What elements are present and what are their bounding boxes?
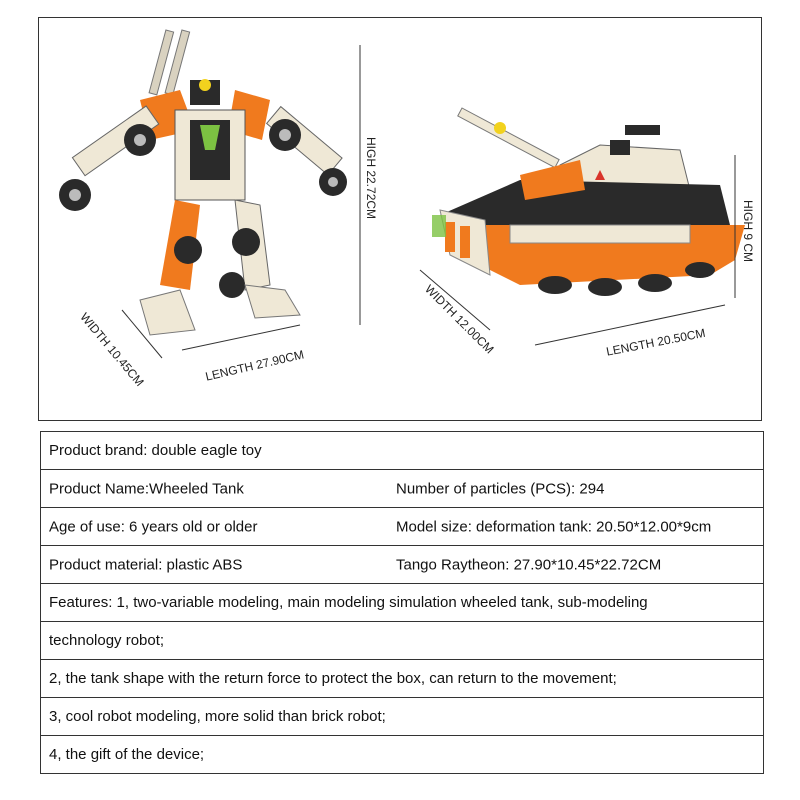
spec-row-features-1	[41, 584, 764, 622]
spec-row-material	[41, 546, 764, 584]
spec-material: Product material: plastic ABS	[49, 556, 243, 573]
tank-width-label: WIDTH 12.00CM	[422, 282, 497, 357]
spec-row-age	[41, 508, 764, 546]
robot-toy	[59, 30, 347, 335]
spec-age: Age of use: 6 years old or older	[49, 518, 258, 535]
spec-particles: Number of particles (PCS): 294	[396, 480, 605, 497]
spec-row-features-4	[41, 736, 764, 774]
spec-brand: Product brand: double eagle toy	[41, 432, 764, 470]
spec-features-4: 4, the gift of the device;	[41, 736, 764, 774]
spec-row-name	[41, 470, 764, 508]
tank-toy	[432, 108, 745, 296]
spec-name: Product Name:Wheeled Tank	[49, 480, 244, 497]
spec-model-size: Model size: deformation tank: 20.50*12.00*9cm	[396, 518, 712, 535]
spec-row-features-3	[41, 698, 764, 736]
tank-high-label: HIGH 9 CM	[741, 200, 755, 263]
spec-features-2: 2, the tank shape with the return force to protect the box, can return to the movement;	[41, 660, 764, 698]
spec-features-3: 3, cool robot modeling, more solid than brick robot;	[41, 698, 764, 736]
tank-length-label: LENGTH 20.50CM	[605, 325, 707, 359]
spec-row-features-1b	[41, 622, 764, 660]
robot-length-label: LENGTH 27.90CM	[204, 347, 306, 384]
robot-width-label: WIDTH 10.45CM	[77, 310, 147, 389]
spec-row-brand	[41, 432, 764, 470]
spec-tango: Tango Raytheon: 27.90*10.45*22.72CM	[396, 556, 662, 573]
spec-features-1b: technology robot;	[41, 622, 764, 660]
spec-features-1: Features: 1, two-variable modeling, main modeling simulation wheeled tank, sub-modeling	[41, 584, 764, 622]
product-specs-table	[40, 431, 764, 774]
robot-high-label: HIGH 22.72CM	[364, 137, 378, 220]
spec-row-features-2	[41, 660, 764, 698]
